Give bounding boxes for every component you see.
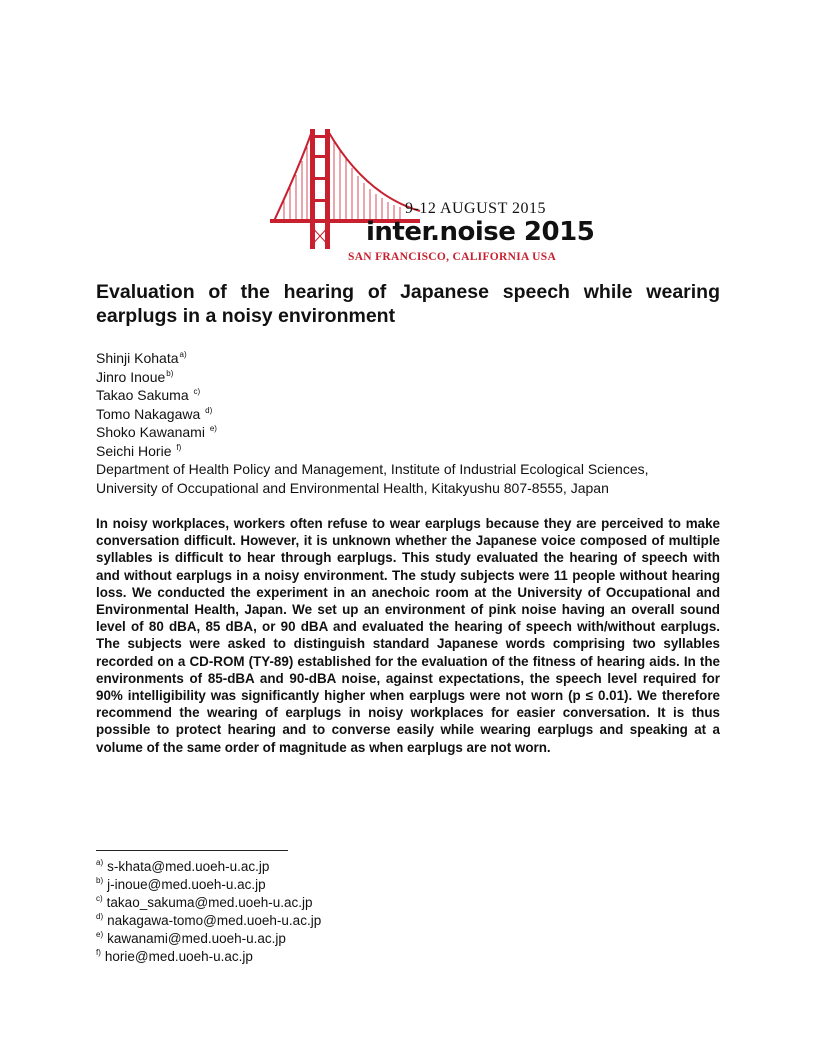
paper-title: Evaluation of the hearing of Japanese speech while wearing earplugs in a noisy environment — [96, 281, 720, 327]
conference-date: 9-12 AUGUST 2015 — [405, 200, 547, 217]
author-name: Seichi Horie $^{f)}$ — [96, 442, 182, 459]
author-name: Takao Sakuma $^{c)}$ — [96, 387, 201, 403]
footnotes — [96, 858, 496, 966]
author-name: Tomo Nakagawa $^{d)}$ — [96, 405, 213, 422]
author-name: Shinji Kohata$^{a)}$ — [96, 350, 187, 366]
author-block — [96, 349, 716, 497]
author-name: Jinro Inoue$^{b)}$ — [96, 368, 174, 385]
footnote-email: $^{e)}$ kawanami@med.uoeh-u.ac.jp — [96, 930, 286, 946]
footnote-email: $^{b)}$ j-inoue@med.uoeh-u.ac.jp — [96, 876, 266, 892]
affiliation-line: Department of Health Policy and Management, Institute of Industrial Ecological Sciences, — [96, 461, 649, 477]
footnote-email: $^{a)}$ s-khata@med.uoeh-u.ac.jp — [96, 858, 270, 874]
conference-name: inter.noise 2015 — [366, 217, 595, 247]
author-name: Shoko Kawanami $^{e)}$ — [96, 424, 217, 440]
affiliation-line: University of Occupational and Environmental Health, Kitakyushu 807-8555, Japan — [96, 479, 609, 496]
footnote-email: $^{c)}$ takao_sakuma@med.uoeh-u.ac.jp — [96, 894, 313, 910]
conference-logo — [270, 125, 595, 267]
abstract: In noisy workplaces, workers often refuse to wear earplugs because they are perceived to make conversation difficult. However, it is unknown whether the Japanese voice composed of multiple syllables is difficult to hear through earplugs. This study evaluated the hearing of speech with and without earplugs in a noisy environment. The study subjects were 11 people without hearing loss. We conducted the experiment in an anechoic room at the University of Occupational and Environmental Health, Japan. We set up an environment of pink noise having an overall sound level of 80 dBA, 85 dBA, or 90 dBA and evaluated the hearing of speech with/without earplugs. The subjects were asked to distinguish standard Japanese words comprising two syllables recorded on a CD-ROM (TY-89) established for the evaluation of the fitness of hearing aids. In the environments of 85-dBA and 90-dBA noise, against expectations, the speech level required for 90% intelligibility was significantly higher when earplugs were not worn (p ≤ 0.01). We therefore recommend the wearing of earplugs in noisy workplaces for easier conversation. It is thus possible to protect hearing and to converse easily while wearing earplugs and speaking at a volume of the same order of magnitude as when earplugs are not worn. — [96, 516, 720, 755]
footnote-email: $^{d)}$ nakagawa-tomo@med.uoeh-u.ac.jp — [96, 912, 322, 928]
conference-location: SAN FRANCISCO, CALIFORNIA USA — [348, 251, 557, 263]
footnote-email: $^{f)}$ horie@med.uoeh-u.ac.jp — [96, 948, 253, 964]
footnote-divider — [96, 850, 288, 851]
